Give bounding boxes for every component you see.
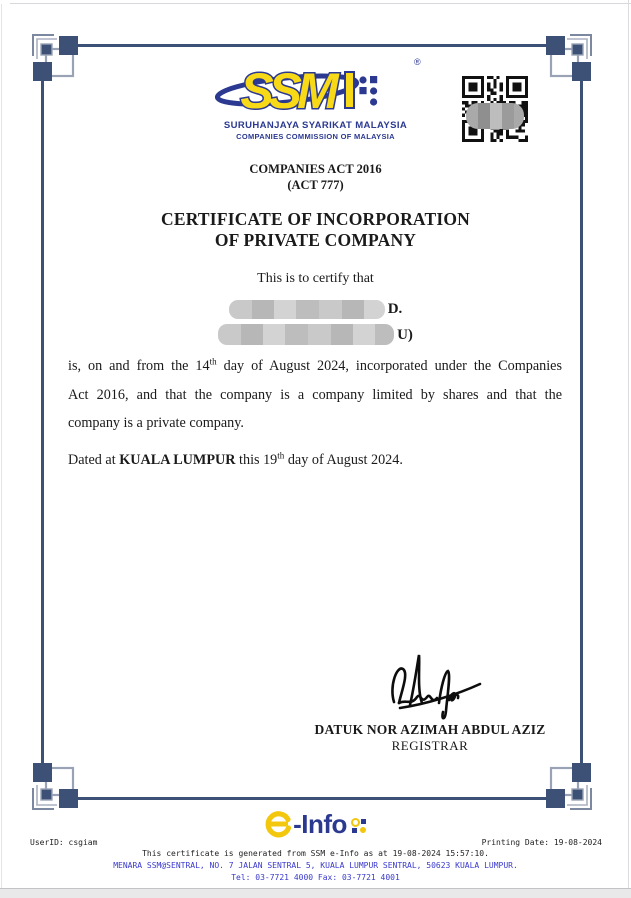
- registrar-name: DATUK NOR AZIMAH ABDUL AZIZ: [314, 722, 546, 737]
- act-heading-line2: (ACT 777): [287, 178, 344, 192]
- footer-user-id: UserID: csgiam: [30, 838, 98, 847]
- body-line1: is, on and from the 14th day of August 2024, incorporated under the Companies: [68, 356, 562, 374]
- ssm-logo-dots: [359, 76, 377, 106]
- company-name-line1: [0, 300, 631, 319]
- footer-printing-date: Printing Date: 19-08-2024: [481, 838, 602, 847]
- certificate-title-line1: CERTIFICATE OF INCORPORATION: [161, 209, 470, 229]
- company-name-suffix-2: U): [397, 327, 413, 343]
- einfo-text: -Info: [293, 809, 347, 839]
- company-name-redaction-1: [229, 300, 385, 319]
- company-name-suffix-1: D.: [387, 301, 403, 317]
- einfo-logo: [0, 809, 631, 840]
- body-line2: Act 2016, and that the company is a company limited by shares and that the: [68, 386, 562, 403]
- dated-line: Dated at KUALA LUMPUR this 19th day of August 2024.: [68, 450, 403, 468]
- ssm-logo: [215, 58, 405, 120]
- ssm-logo-text: SSM: [240, 63, 334, 119]
- org-name-malay: SURUHANJAYA SYARIKAT MALAYSIA: [223, 120, 408, 131]
- registrar-title: REGISTRAR: [391, 738, 469, 753]
- registered-trademark-icon: ®: [414, 57, 421, 67]
- certify-intro: This is to certify that: [257, 271, 374, 286]
- superscript-th: th: [277, 450, 285, 461]
- company-name-line2: [0, 324, 631, 345]
- org-name-english: COMPANIES COMMISSION OF MALAYSIA: [236, 132, 395, 141]
- einfo-e-icon: [265, 811, 292, 838]
- footer-generated-note: This certificate is generated from SSM e-Info as at 19-08-2024 15:57:10.: [142, 849, 489, 858]
- certificate-title-line2: OF PRIVATE COMPANY: [214, 230, 417, 250]
- qr-redaction-blur: [466, 103, 524, 129]
- footer-contact: Tel: 03-7721 4000 Fax: 03-7721 4001: [231, 873, 400, 882]
- footer-address: MENARA SSM@SENTRAL, NO. 7 JALAN SENTRAL 5, KUALA LUMPUR SENTRAL, 50623 KUALA LUMPUR.: [113, 861, 518, 870]
- page-bottom-strip: [0, 888, 631, 898]
- superscript-th: th: [209, 356, 217, 367]
- body-line3: company is a private company.: [68, 415, 244, 431]
- dated-city: KUALA LUMPUR: [119, 452, 236, 468]
- company-name-redaction-2: [218, 324, 394, 345]
- einfo-dots-icon: [351, 818, 366, 833]
- certificate-body: [68, 352, 562, 438]
- registrar-signature: [386, 650, 486, 724]
- act-heading-line1: COMPANIES ACT 2016: [249, 162, 382, 176]
